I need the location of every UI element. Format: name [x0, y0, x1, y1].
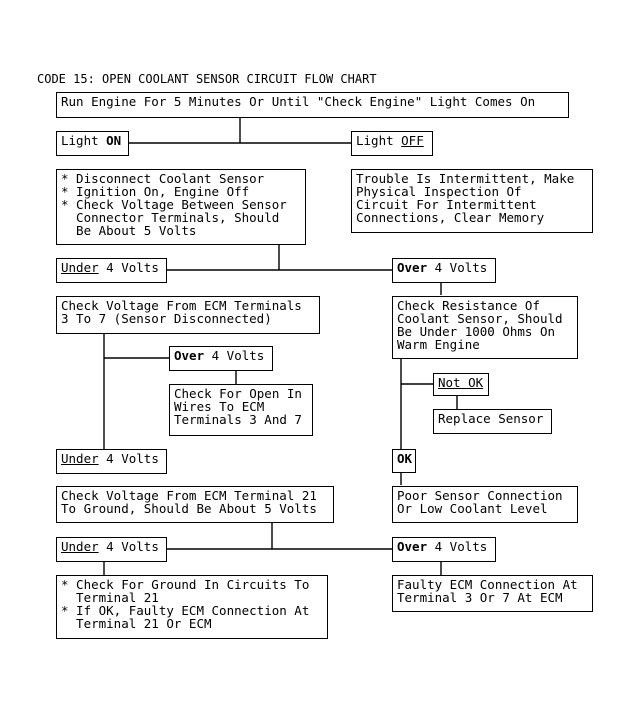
not-ok-box [433, 373, 489, 396]
disconnect-sensor-box [56, 169, 306, 245]
over-label-3: Over [397, 539, 428, 554]
check-terminals-3-7-box [56, 296, 320, 334]
poor-connection-text: Poor Sensor Connection Or Low Coolant Level [397, 488, 563, 516]
faulty-ecm-text: Faulty ECM Connection At Terminal 3 Or 7 At ECM [397, 577, 578, 605]
under-4-volts-box-3 [56, 537, 167, 562]
light-off-prefix: Light [356, 133, 402, 148]
under-label-1: Under [61, 260, 99, 275]
over-4-volts-box-3 [392, 537, 496, 562]
over-volts-label-2: 4 Volts [204, 348, 265, 363]
chart-title: CODE 15: OPEN COOLANT SENSOR CIRCUIT FLOW CHART [37, 72, 377, 86]
light-off-state: OFF [401, 133, 424, 148]
volts-label-2: 4 Volts [98, 451, 159, 466]
check-terminal-21-text: Check Voltage From ECM Terminal 21 To Ground, Should Be About 5 Volts [61, 488, 317, 516]
over-4-volts-box-1 [392, 258, 496, 283]
over-volts-label-1: 4 Volts [427, 260, 488, 275]
start-step-text: Run Engine For 5 Minutes Or Until "Check Engine" Light Comes On [61, 94, 536, 109]
ok-box [392, 449, 416, 473]
over-volts-label-3: 4 Volts [427, 539, 488, 554]
light-on-prefix: Light [61, 133, 107, 148]
over-4-volts-box-2 [169, 346, 273, 371]
over-label-1: Over [397, 260, 428, 275]
ok-label: OK [397, 451, 413, 466]
disconnect-sensor-text: * Disconnect Coolant Sensor * Ignition On, Engine Off * Check Voltage Between Sensor Connector Terminals, Should Be About 5 Volts [61, 171, 287, 238]
check-resistance-box [392, 296, 578, 359]
faulty-ecm-box [392, 575, 593, 612]
ground-check-text: * Check For Ground In Circuits To Terminal 21 * If OK, Faulty ECM Connection At Terminal 21 Or ECM [61, 577, 310, 631]
under-label-2: Under [61, 451, 99, 466]
check-terminals-3-7-text: Check Voltage From ECM Terminals 3 To 7 (Sensor Disconnected) [61, 298, 302, 326]
check-resistance-text: Check Resistance Of Coolant Sensor, Should Be Under 1000 Ohms On Warm Engine [397, 298, 563, 352]
ground-check-box [56, 575, 328, 639]
replace-sensor-text: Replace Sensor [438, 411, 544, 426]
light-off-box [351, 131, 433, 156]
under-4-volts-box-1 [56, 258, 167, 283]
check-terminal-21-box [56, 486, 334, 523]
under-label-3: Under [61, 539, 99, 554]
over-label-2: Over [174, 348, 205, 363]
light-on-state: ON [106, 133, 122, 148]
volts-label-1: 4 Volts [98, 260, 159, 275]
replace-sensor-box [433, 409, 552, 434]
intermittent-box [351, 169, 593, 233]
start-step-box [56, 92, 569, 118]
poor-connection-box [392, 486, 578, 523]
under-4-volts-box-2 [56, 449, 167, 474]
intermittent-text: Trouble Is Intermittent, Make Physical Inspection Of Circuit For Intermittent Connections, Clear Memory [356, 171, 575, 225]
open-wires-text: Check For Open In Wires To ECM Terminals 3 And 7 [174, 386, 302, 427]
not-ok-label: Not OK [438, 375, 484, 390]
open-wires-box [169, 384, 313, 436]
light-on-box [56, 131, 129, 156]
volts-label-3: 4 Volts [98, 539, 159, 554]
